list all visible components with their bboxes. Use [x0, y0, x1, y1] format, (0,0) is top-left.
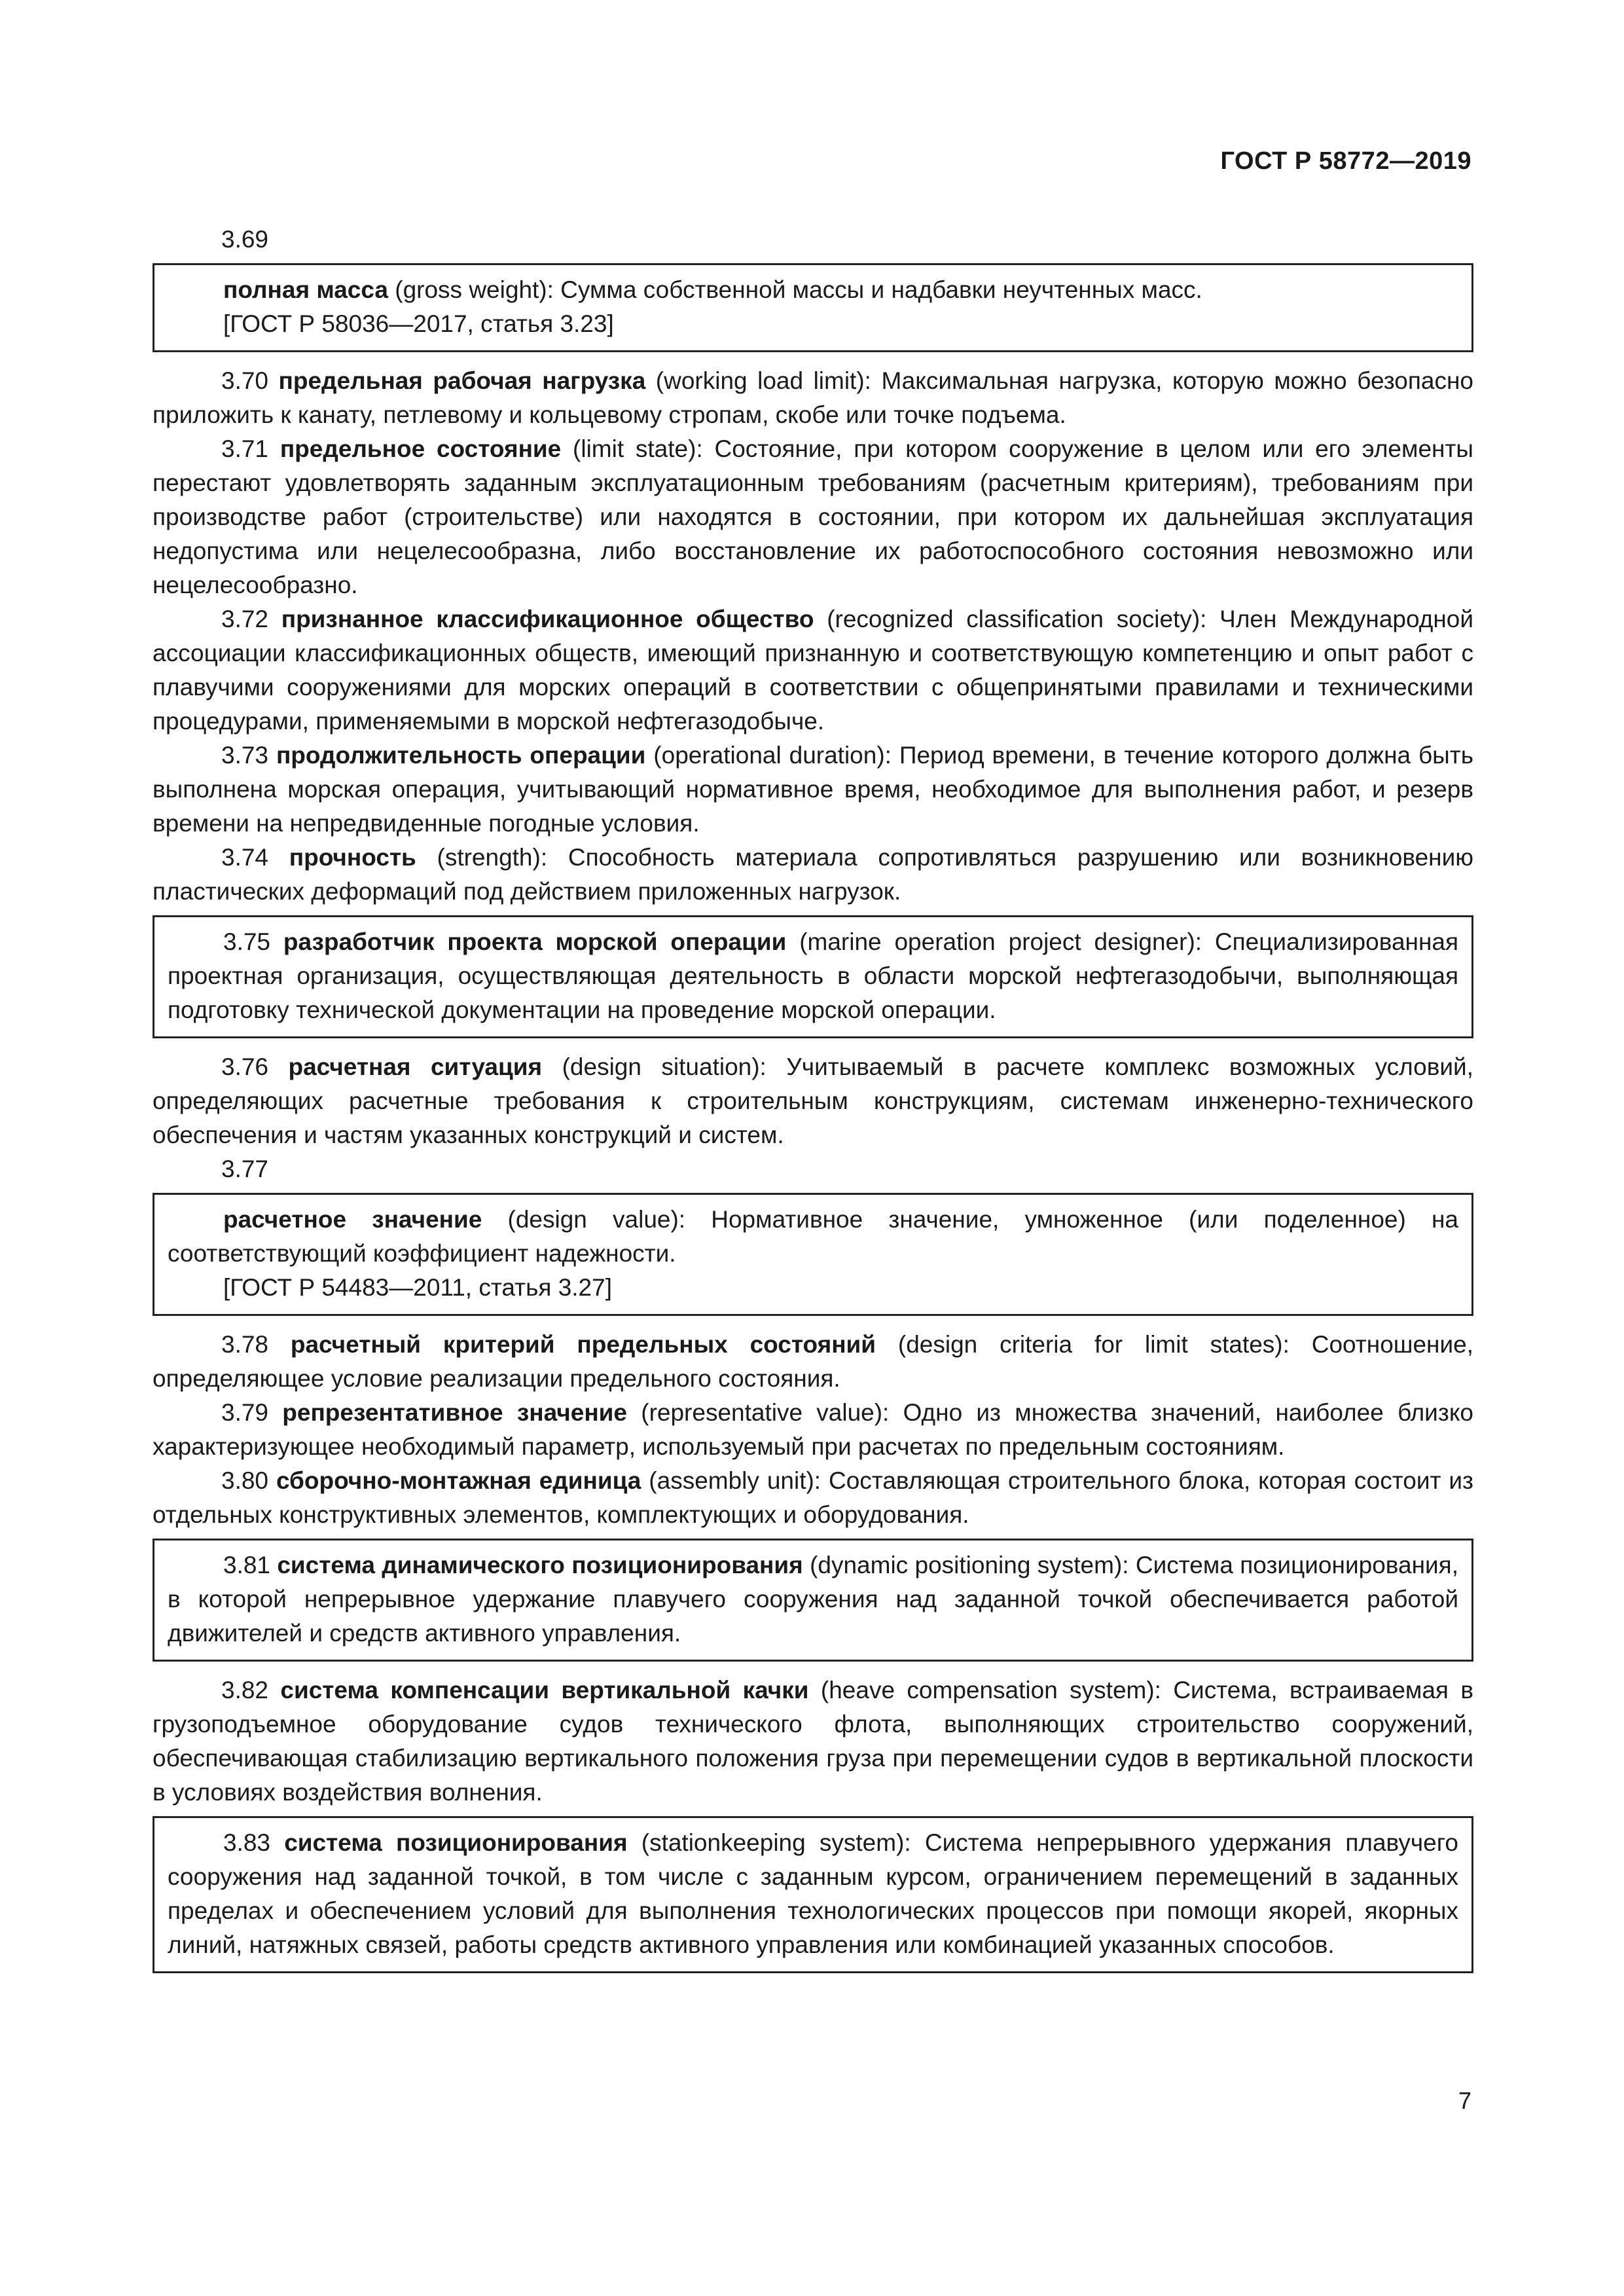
term-number: 3.78: [221, 1331, 291, 1358]
term-number: 3.82: [221, 1677, 281, 1704]
term-title: система динамического позиционирования: [277, 1552, 803, 1578]
term-title: продолжительность операции: [276, 742, 646, 769]
term-definition: (stationkeeping system): Система непрерывного удержания плавучего сооружения над заданной точкой, в том числе с заданным курсом, ограничением перемещений в заданных пределах и обеспечением условий для выполнения технологических процессов при помощи якорей, якорных линий, натяжных связей, работы средств активного управления или комбинацией указанных способов.: [168, 1829, 1458, 1958]
term-definition: (operational duration): Период времени, в течение которого должна быть выполнена морская операция, учитывающий нормативное время, необходимое для выполнения работ, и резерв времени на непредвиденные погодные условия.: [153, 742, 1474, 837]
term-title: разработчик проекта морской операции: [283, 928, 787, 955]
term-reference: [ГОСТ Р 54483—2011, статья 3.27]: [223, 1274, 612, 1301]
term-entry-3-82: [153, 1673, 1473, 1810]
term-entry-3-83: [168, 1826, 1458, 1962]
term-definition: (dynamic positioning system): Система позиционирования, в которой непрерывное удержание плавучего сооружения над заданной точкой обеспечивается работой движителей и средств активного управления.: [168, 1552, 1459, 1647]
term-entry-3-75: [168, 925, 1458, 1027]
term-reference: [ГОСТ Р 58036—2017, статья 3.23]: [223, 310, 614, 337]
term-title: репрезентативное значение: [282, 1399, 628, 1426]
term-definition: (design situation): Учитываемый в расчете комплекс возможных условий, определяющих расчетные требования к строительным конструкциям, системам инженерно-технического обеспечения и частям указанных конструкций и систем.: [153, 1053, 1474, 1148]
term-entry-3-69: [168, 273, 1458, 307]
term-definition: (design criteria for limit states): Соотношение, определяющее условие реализации предельного состояния.: [153, 1331, 1473, 1392]
document-id: ГОСТ Р 58772—2019: [1220, 147, 1471, 175]
term-title: расчетный критерий предельных состояний: [290, 1331, 876, 1358]
term-title: система позиционирования: [284, 1829, 628, 1856]
term-number: 3.76: [221, 1053, 289, 1080]
term-title: полная масса: [223, 276, 388, 303]
term-entry-3-76: [153, 1050, 1473, 1152]
term-entry-3-74: [153, 841, 1473, 909]
term-number: 3.75: [223, 928, 283, 955]
term-title: расчетное значение: [223, 1206, 482, 1233]
term-definition: (representative value): Одно из множества значений, наиболее близко характеризующее необходимый параметр, используемый при расчетах по предельным состояниям.: [153, 1399, 1473, 1460]
term-number: 3.74: [221, 844, 289, 871]
term-definition: (assembly unit): Составляющая строительного блока, которая состоит из отдельных конструктивных элементов, комплектующих и оборудования.: [153, 1467, 1473, 1528]
term-number: 3.80: [221, 1467, 276, 1494]
term-title: сборочно-монтажная единица: [276, 1467, 641, 1494]
term-box-3-83: [153, 1816, 1473, 1973]
term-definition: (working load limit): Максимальная нагрузка, которую можно безопасно приложить к канату, петлевому и кольцевому стропам, скобе или точке подъема.: [153, 367, 1474, 428]
term-entry-3-73: [153, 738, 1473, 841]
term-number: 3.83: [223, 1829, 285, 1856]
term-definition: (recognized classification society): Член Международной ассоциации классификационных обществ, имеющий признанную и соответствующую компетенцию и опыт работ с плавучими сооружениями для морских операций в соответствии с общепринятыми правилами и техническими процедурами, применяемыми в морской нефтегазодобыче.: [153, 606, 1474, 735]
term-entry-3-78: [153, 1328, 1473, 1396]
term-box-3-75: [153, 915, 1473, 1038]
term-definition: (design value): Нормативное значение, умноженное (или поделенное) на соответствующий коэффициент надежности.: [168, 1206, 1458, 1267]
term-title: предельная рабочая нагрузка: [278, 367, 646, 394]
term-entry-3-80: [153, 1464, 1473, 1532]
term-box-3-69: [153, 263, 1473, 352]
term-entry-3-81: [168, 1548, 1458, 1650]
term-entry-3-70: [153, 364, 1473, 432]
term-entry-3-79: [153, 1396, 1473, 1464]
term-number-3-69: 3.69: [221, 226, 269, 253]
term-title: прочность: [289, 844, 416, 871]
term-number: 3.81: [223, 1552, 278, 1578]
term-definition: (heave compensation system): Система, встраиваемая в грузоподъемное оборудование судов технического флота, выполняющих строительство сооружений, обеспечивающая стабилизацию вертикального положения груза при перемещении судов в вертикальной плоскости в условиях воздействия волнения.: [153, 1677, 1473, 1806]
term-definition: (limit state): Состояние, при котором сооружение в целом или его элементы перестают удовлетворять заданным эксплуатационным требованиям (расчетным критериям), требованиям при производстве работ (строительстве) или находятся в состоянии, при котором их дальнейшая эксплуатация недопустима или нецелесообразна, либо восстановление их работоспособного состояния невозможно или нецелесообразно.: [153, 435, 1473, 598]
term-number-3-77: 3.77: [221, 1156, 269, 1182]
term-entry-3-77: [168, 1203, 1458, 1271]
page-number: 7: [1458, 2087, 1471, 2114]
term-number: 3.71: [221, 435, 280, 462]
terms-list: [153, 223, 1473, 1985]
term-number: 3.72: [221, 606, 281, 632]
term-definition: (marine operation project designer): Специализированная проектная организация, осуществляющая деятельность в области морской нефтегазодобычи, выполняющая подготовку технической документации на проведение морской операции.: [168, 928, 1459, 1023]
term-definition: (gross weight): Сумма собственной массы и надбавки неучтенных масс.: [388, 276, 1202, 303]
term-box-3-77: [153, 1193, 1473, 1316]
term-number: 3.70: [221, 367, 279, 394]
term-title: расчетная ситуация: [288, 1053, 543, 1080]
term-title: система компенсации вертикальной качки: [280, 1677, 809, 1704]
term-box-3-81: [153, 1539, 1473, 1662]
term-number: 3.79: [221, 1399, 283, 1426]
term-title: признанное классификационное общество: [281, 606, 814, 632]
term-entry-3-71: [153, 432, 1473, 602]
term-definition: (strength): Способность материала сопротивляться разрушению или возникновению пластических деформаций под действием приложенных нагрузок.: [153, 844, 1473, 905]
term-entry-3-72: [153, 602, 1473, 738]
term-title: предельное состояние: [280, 435, 562, 462]
term-number: 3.73: [221, 742, 276, 769]
